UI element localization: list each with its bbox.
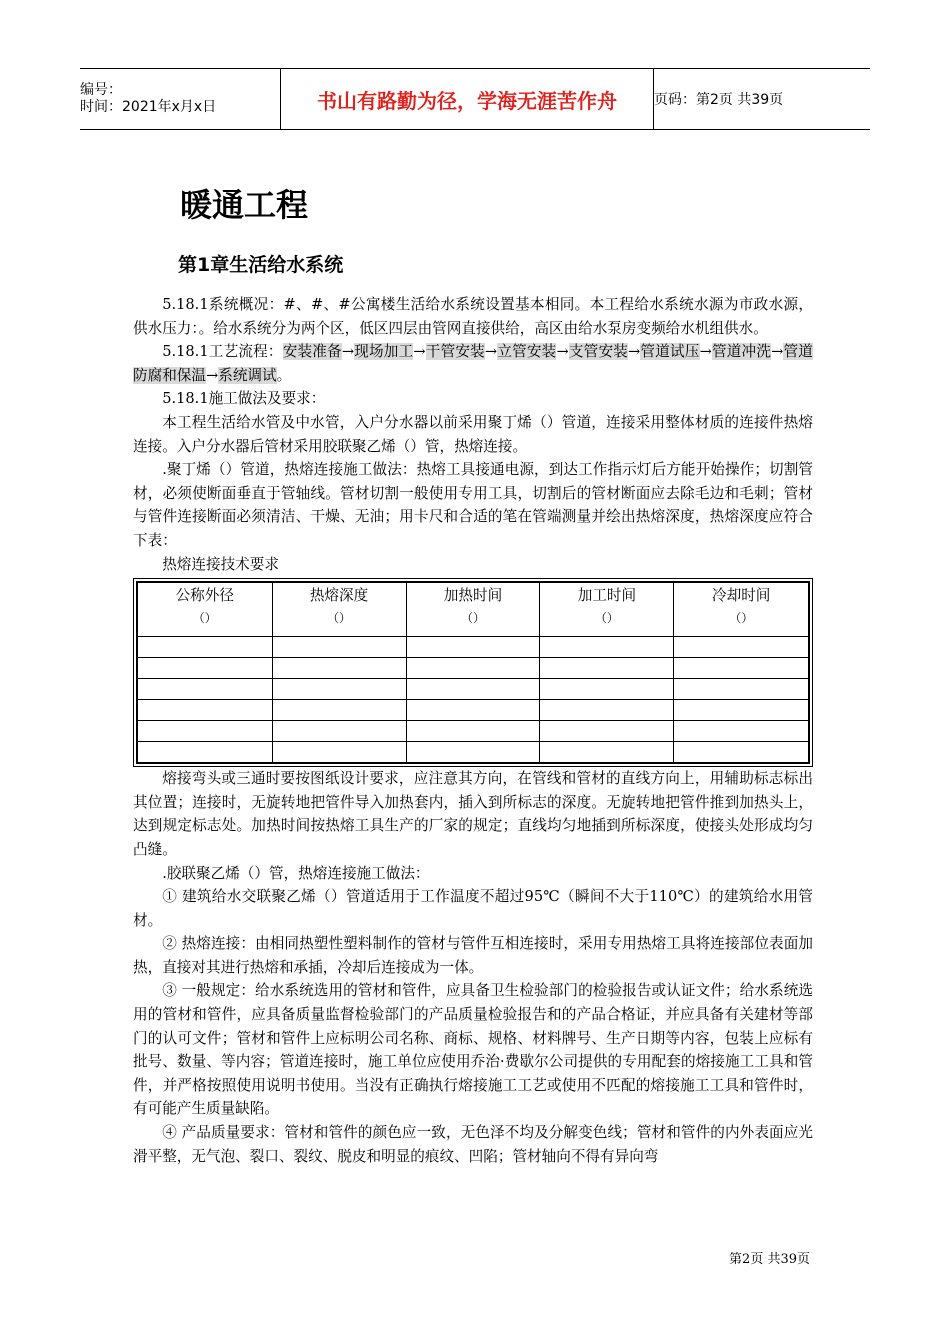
table-header-cell bbox=[540, 582, 674, 637]
table-cell bbox=[272, 637, 406, 658]
table-cell bbox=[674, 700, 809, 721]
header-unit: （） bbox=[460, 611, 485, 626]
paragraph: 熔接弯头或三通时要按图纸设计要求，应注意其方向，在管线和管材的直线方向上，用辅助标志标出其位置；连接时，无旋转地把管件导入加热套内，插入到所标志的深度。无旋转地把管件推到加热头上，达到规定标志处。加热时间按热熔工具生产的厂家的规定；直线均匀地插到所标深度，使接头处形成均匀凸缝。 bbox=[133, 770, 813, 858]
table-cell bbox=[272, 700, 406, 721]
table-cell bbox=[272, 658, 406, 679]
table-cell bbox=[406, 742, 540, 764]
header-unit: （） bbox=[327, 611, 352, 626]
document-title: 暖通工程 bbox=[180, 186, 309, 224]
flow-step: 系统调试 bbox=[218, 366, 277, 384]
process-flow-paragraph bbox=[133, 340, 813, 387]
header-label: 加热时间 bbox=[443, 587, 503, 605]
table-cell bbox=[674, 658, 809, 679]
table-cell bbox=[406, 700, 540, 721]
paragraph: 5.18.1施工做法及要求： bbox=[162, 390, 326, 408]
paragraph: 本工程生活给水管及中水管，入户分水器以前采用聚丁烯（）管道，连接采用整体材质的连接件热熔连接。入户分水器后管材采用胶联聚乙烯（）管，热熔连接。 bbox=[133, 413, 813, 455]
flow-step: 现场加工 bbox=[354, 343, 414, 361]
paragraph: ② 热熔连接：由相同热塑性塑料制作的管材与管件互相连接时，采用专用热熔工具将连接部位表面加热，直接对其进行热熔和承插，冷却后连接成为一体。 bbox=[133, 935, 813, 976]
header-label: 冷却时间 bbox=[712, 587, 771, 605]
chapter-title: 第1章生活给水系统 bbox=[178, 254, 344, 276]
process-flow-prefix: 5.18.1工艺流程： bbox=[162, 343, 283, 361]
table-header-cell bbox=[406, 582, 540, 637]
table-header-cell bbox=[137, 582, 272, 637]
table-header-row bbox=[137, 582, 809, 637]
table-row bbox=[137, 658, 809, 679]
table-row bbox=[137, 721, 809, 742]
table-cell bbox=[540, 658, 674, 679]
flow-step: 管道冲洗 bbox=[711, 343, 772, 361]
table-cell bbox=[137, 637, 272, 658]
process-flow-suffix: 。 bbox=[276, 366, 292, 384]
flow-arrow: → bbox=[341, 343, 355, 361]
flow-arrow: → bbox=[484, 343, 498, 361]
header-meta bbox=[80, 69, 281, 130]
flow-arrow: → bbox=[413, 343, 426, 361]
paragraph: ① 建筑给水交联聚乙烯（）管道适用于工作温度不超过95℃（瞬间不大于110℃）的建筑给水用管材。 bbox=[133, 888, 813, 929]
paragraph: ④ 产品质量要求：管材和管件的颜色应一致，无色泽不均及分解变色线；管材和管件的内外表面应光滑平整，无气泡、裂口、裂纹、脱皮和明显的痕纹、凹陷；管材轴向不得有异向弯 bbox=[133, 1124, 813, 1165]
page-footer: 第2页 共39页 bbox=[729, 1252, 810, 1267]
table-cell bbox=[674, 637, 809, 658]
flow-step: 干管安装 bbox=[425, 343, 485, 361]
flow-step: 支管安装 bbox=[568, 343, 629, 361]
paragraph: ③ 一般规定：给水系统选用的管材和管件，应具备卫生检验部门的检验报告或认证文件；给水系统选用的管材和管件，应具备质量监督检验部门的产品质量检验报告和的产品合格证，并应具备有关建材等部门的认可文件；管材和管件上应标明公司名称、商标、规格、材料牌号、生产日期等内容，包装上应标有批号、数量、等内容；管道连接时，施工单位应使用乔治·费歇尔公司提供的专用配套的熔接施工工具和管件，并严格按照使用说明书使用。当没有正确执行熔接施工工艺或使用不匹配的熔接施工工具和管件时，有可能产生质量缺陷。 bbox=[133, 982, 813, 1118]
table-cell bbox=[540, 700, 674, 721]
page-header bbox=[80, 68, 870, 130]
table-cell bbox=[137, 700, 272, 721]
document-body bbox=[133, 293, 813, 1168]
header-time: 时间：2021年x月x日 bbox=[80, 99, 217, 115]
table-cell bbox=[406, 721, 540, 742]
fusion-spec-table bbox=[136, 581, 810, 764]
table-cell bbox=[272, 742, 406, 764]
flow-step: 管道试压 bbox=[640, 343, 700, 361]
header-unit: （） bbox=[594, 611, 619, 626]
table-cell bbox=[137, 721, 272, 742]
table-body bbox=[137, 637, 809, 764]
flow-arrow: → bbox=[556, 343, 569, 361]
flow-arrow: → bbox=[699, 343, 712, 361]
header-label: 热熔深度 bbox=[309, 587, 369, 605]
flow-arrow: → bbox=[205, 366, 219, 384]
paragraph: .胶联聚乙烯（）管，热熔连接施工做法： bbox=[162, 864, 430, 882]
table-header-cell bbox=[674, 582, 809, 637]
table-cell bbox=[674, 742, 809, 764]
table-cell bbox=[674, 721, 809, 742]
table-cell bbox=[406, 637, 540, 658]
spec-table-frame bbox=[133, 578, 813, 767]
header-unit: （） bbox=[192, 611, 217, 626]
table-cell bbox=[540, 742, 674, 764]
table-cell bbox=[137, 679, 272, 700]
table-cell bbox=[137, 742, 272, 764]
table-row bbox=[137, 637, 809, 658]
table-cell bbox=[540, 721, 674, 742]
table-cell bbox=[272, 721, 406, 742]
paragraph: .聚丁烯（）管道，热熔连接施工做法：热熔工具接通电源，到达工作指示灯后方能开始操作；切割管材，必须使断面垂直于管轴线。管材切割一般使用专用工具，切割后的管材断面应去除毛边和毛刺；管材与管件连接断面必须清洁、干燥、无油；用卡尺和合适的笔在管端测量并绘出热熔深度，热熔深度应符合下表： bbox=[133, 461, 813, 549]
flow-step: 安装准备 bbox=[282, 343, 342, 361]
table-cell bbox=[540, 637, 674, 658]
header-label: 公称外径 bbox=[175, 587, 234, 605]
flow-step: 立管安装 bbox=[497, 343, 557, 361]
flow-arrow: → bbox=[628, 343, 641, 361]
table-header-cell bbox=[272, 582, 406, 637]
table-row bbox=[137, 742, 809, 764]
header-label: 加工时间 bbox=[577, 587, 637, 605]
header-number: 编号： bbox=[80, 82, 122, 98]
flow-arrow: → bbox=[771, 343, 784, 361]
header-unit: （） bbox=[729, 611, 754, 626]
header-motto: 书山有路勤为径，学海无涯苦作舟 bbox=[281, 69, 654, 130]
table-cell bbox=[406, 658, 540, 679]
table-cell bbox=[540, 679, 674, 700]
header-page: 页码：第2页 共39页 bbox=[654, 92, 784, 108]
table-caption: 热熔连接技术要求 bbox=[162, 555, 279, 573]
table-cell bbox=[674, 679, 809, 700]
table-row bbox=[137, 700, 809, 721]
flow-step: 管道防腐和保温 bbox=[133, 343, 813, 384]
table-cell bbox=[272, 679, 406, 700]
paragraph: 5.18.1系统概况：#、#、#公寓楼生活给水系统设置基本相同。本工程给水系统水源为市政水源，供水压力：。给水系统分为两个区，低区四层由管网直接供给，高区由给水泵房变频给水机组供水。 bbox=[133, 296, 813, 337]
table-cell bbox=[406, 679, 540, 700]
table-cell bbox=[137, 658, 272, 679]
table-row bbox=[137, 679, 809, 700]
